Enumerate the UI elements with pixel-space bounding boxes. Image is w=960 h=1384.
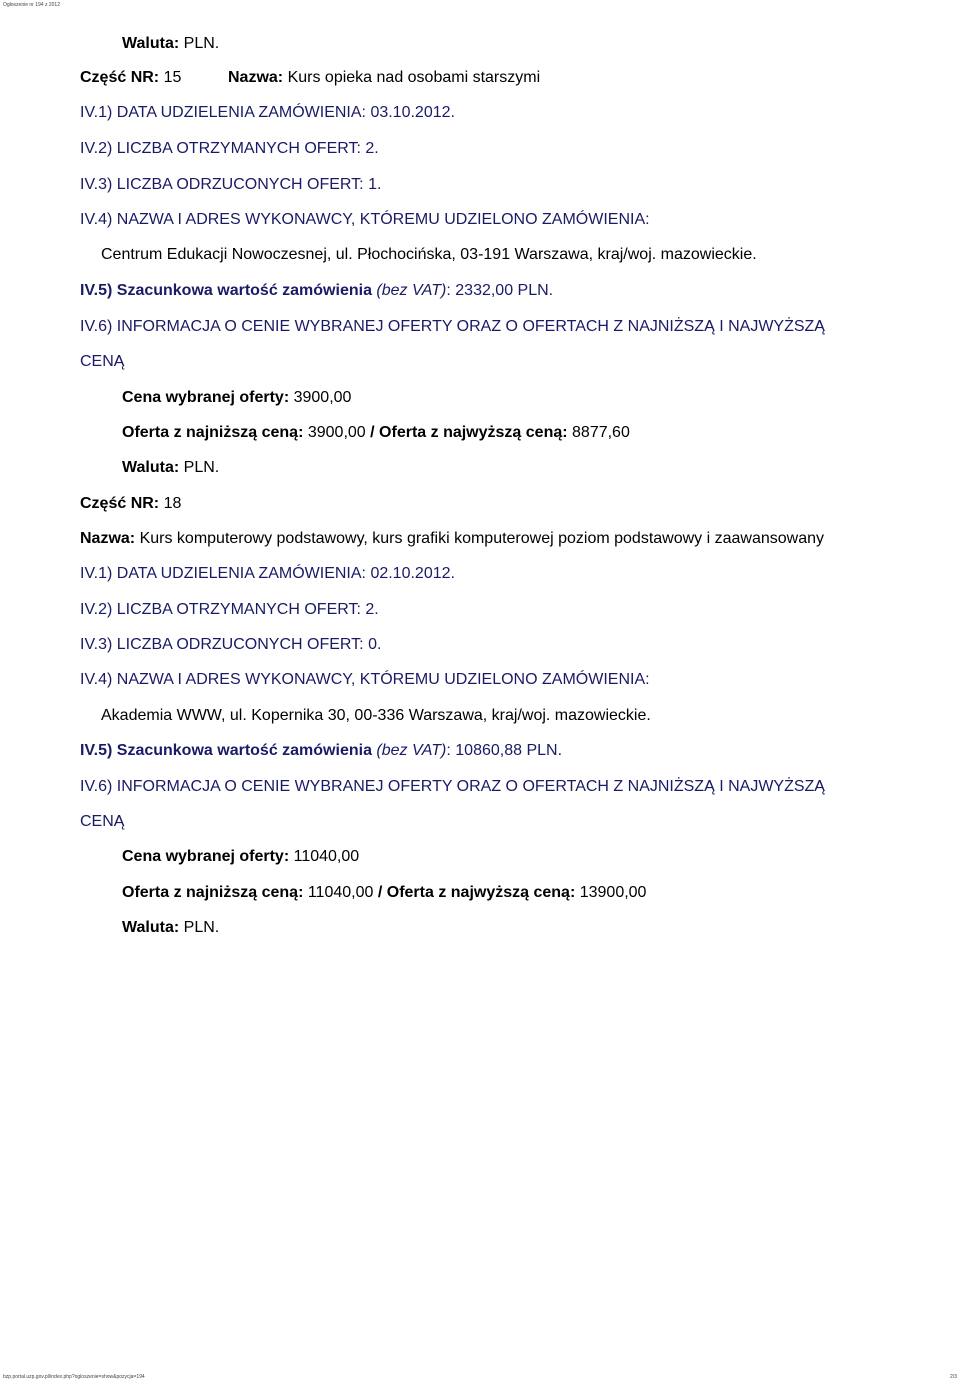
waluta2-label: Waluta: [122, 459, 180, 476]
footer-page: 2/3 [950, 1374, 957, 1380]
iv1-2-value: 02.10.2012. [370, 565, 455, 582]
oferty-row [122, 423, 630, 443]
wykonawca2: Akademia WWW, ul. Kopernika 30, 00-336 Warszawa, kraj/woj. mazowieckie. [101, 707, 651, 724]
iv4-label: IV.4) NAZWA I ADRES WYKONAWCY, KTÓREMU UDZIELONO ZAMÓWIENIA: [80, 211, 650, 228]
iv2-2-row [80, 600, 379, 620]
iv3-2-row [80, 635, 381, 655]
iv5-2-label: IV.5) Szacunkowa wartość zamówienia [80, 742, 372, 759]
waluta-label: Waluta: [122, 35, 180, 52]
footer-url: bzp.portal.uzp.gov.pl/index.php?ogloszenie=show&pozycja=194 [3, 1374, 145, 1380]
slash2: / [377, 884, 383, 901]
slash: / [370, 424, 375, 441]
iv5-2-vat-note: (bez VAT) [376, 742, 447, 759]
najwyzsza-value: 8877,60 [572, 424, 630, 441]
iv5-vat-note: (bez VAT) [376, 282, 447, 299]
waluta3-row [122, 918, 219, 938]
iv6-2-heading-line1: IV.6) INFORMACJA O CENIE WYBRANEJ OFERTY ORAZ O OFERTACH Z NAJNIŻSZĄ I NAJWYŻSZĄ [80, 778, 825, 795]
cena2-value: 11040,00 [293, 848, 360, 865]
waluta2-row [122, 458, 219, 478]
iv1-2-row [80, 564, 455, 584]
iv3-2-label: IV.3) LICZBA ODRZUCONYCH OFERT: [80, 636, 364, 653]
iv2-label: IV.2) LICZBA OTRZYMANYCH OFERT: [80, 140, 361, 157]
nazwa2-label: Nazwa: [80, 530, 136, 547]
cena2-label: Cena wybranej oferty: [122, 848, 290, 865]
czesc-row [80, 68, 181, 88]
waluta-value: PLN. [183, 35, 220, 52]
iv5-row [80, 281, 553, 301]
nazwa-value: Kurs opieka nad osobami starszymi [287, 69, 541, 86]
waluta3-value: PLN. [183, 919, 220, 936]
nazwa-label: Nazwa: [228, 69, 284, 86]
cena-label: Cena wybranej oferty: [122, 389, 290, 406]
iv2-2-value: 2. [365, 601, 379, 618]
iv5-2-row [80, 741, 562, 761]
najnizsza2-value: 11040,00 [307, 884, 374, 901]
iv3-label: IV.3) LICZBA ODRZUCONYCH OFERT: [80, 176, 364, 193]
iv3-row [80, 175, 381, 195]
najnizsza2-label: Oferta z najniższą ceną: [122, 884, 304, 901]
iv5-value: : 2332,00 PLN. [446, 282, 554, 299]
nazwa-row [228, 68, 540, 88]
czesc2-label: Część NR: [80, 495, 160, 512]
najwyzsza-label: Oferta z najwyższą ceną: [379, 424, 568, 441]
iv6-heading-line2: CENĄ [80, 353, 125, 370]
waluta2-value: PLN. [183, 459, 220, 476]
iv1-row [80, 103, 455, 123]
iv2-value: 2. [365, 140, 379, 157]
iv3-2-value: 0. [368, 636, 382, 653]
czesc-label: Część NR: [80, 69, 160, 86]
iv1-value: 03.10.2012. [370, 104, 455, 121]
iv4-2-label: IV.4) NAZWA I ADRES WYKONAWCY, KTÓREMU UDZIELONO ZAMÓWIENIA: [80, 671, 650, 688]
iv6-heading-line1: IV.6) INFORMACJA O CENIE WYBRANEJ OFERTY ORAZ O OFERTACH Z NAJNIŻSZĄ I NAJWYŻSZĄ [80, 318, 825, 335]
najwyzsza2-value: 13900,00 [579, 884, 647, 901]
waluta3-label: Waluta: [122, 919, 180, 936]
iv5-label: IV.5) Szacunkowa wartość zamówienia [80, 282, 372, 299]
nazwa2-row [80, 529, 824, 549]
waluta-row [122, 34, 219, 54]
cena-row [122, 388, 351, 408]
najnizsza-value: 3900,00 [307, 424, 366, 441]
nazwa2-value: Kurs komputerowy podstawowy, kurs grafiki komputerowej poziom podstawowy i zaawansowany [139, 530, 825, 547]
oferty2-row [122, 883, 646, 903]
header-stamp: Ogłoszenie nr 194 z 2012 [3, 2, 60, 8]
iv6-2-heading-line2: CENĄ [80, 813, 125, 830]
czesc2-row [80, 494, 181, 514]
najwyzsza2-label: Oferta z najwyższą ceną: [386, 884, 576, 901]
iv3-value: 1. [368, 176, 382, 193]
cena-value: 3900,00 [293, 389, 352, 406]
cena2-row [122, 847, 359, 867]
iv1-2-label: IV.1) DATA UDZIELENIA ZAMÓWIENIA: [80, 565, 366, 582]
iv5-2-value: : 10860,88 PLN. [446, 742, 563, 759]
iv2-row [80, 139, 379, 159]
czesc2-value: 18 [163, 495, 182, 512]
iv2-2-label: IV.2) LICZBA OTRZYMANYCH OFERT: [80, 601, 361, 618]
iv1-label: IV.1) DATA UDZIELENIA ZAMÓWIENIA: [80, 104, 366, 121]
wykonawca: Centrum Edukacji Nowoczesnej, ul. Płochocińska, 03-191 Warszawa, kraj/woj. mazowieckie. [101, 246, 757, 263]
najnizsza-label: Oferta z najniższą ceną: [122, 424, 304, 441]
czesc-value: 15 [163, 69, 182, 86]
